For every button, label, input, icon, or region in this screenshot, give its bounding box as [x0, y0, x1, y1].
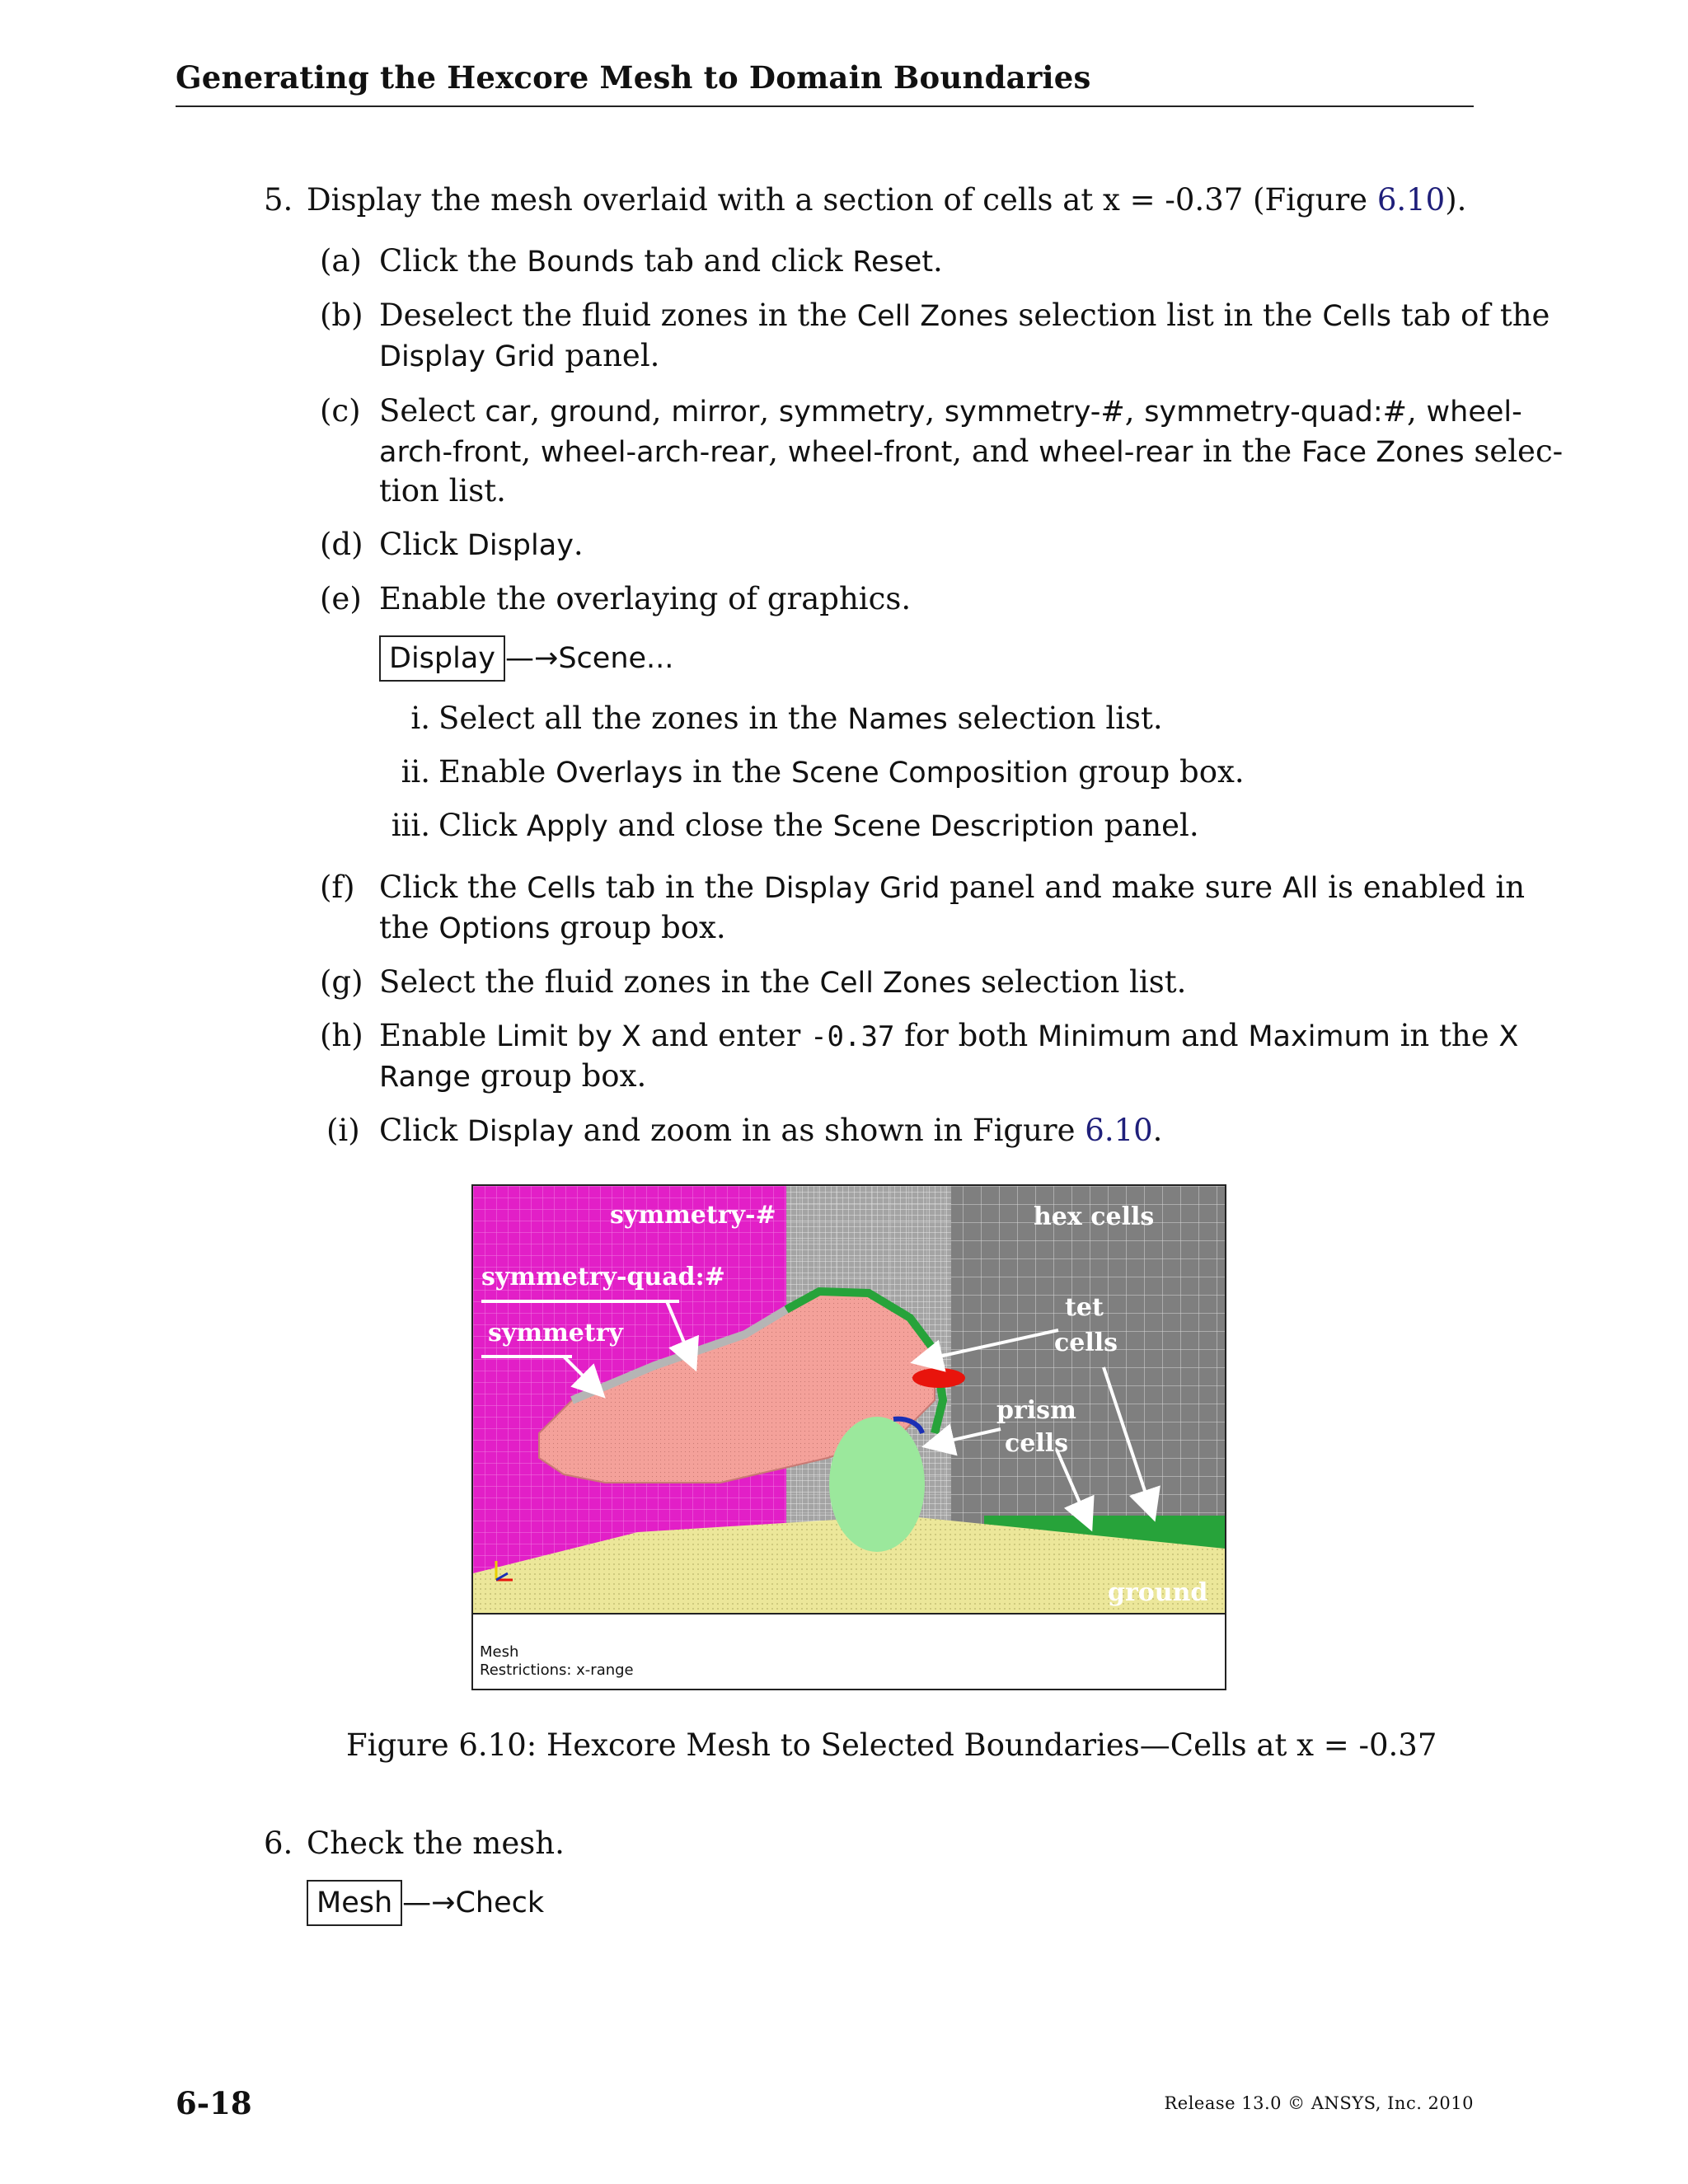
item-e-text: Enable the overlaying of graphics. [379, 581, 912, 616]
mesh-menu-button[interactable]: Mesh [307, 1880, 402, 1926]
step-5-number: 5. [264, 182, 293, 218]
item-f-text-line1: Click the Cells tab in the Display Grid panel and make sure All is enabled in [379, 869, 1526, 905]
sub-i-text: Select all the zones in the Names selection list. [438, 701, 1163, 736]
menu-arrow: —→ [505, 642, 559, 675]
step-6-text: Check the mesh. [307, 1825, 565, 1861]
menu-path-display-scene [379, 635, 673, 682]
item-f-text-line2: the Options group box. [379, 910, 726, 945]
item-a-label: (a) [320, 243, 362, 279]
page-number: 6-18 [176, 2085, 252, 2121]
mirror-shape [912, 1368, 965, 1388]
item-h-text-line2: Range group box. [379, 1058, 647, 1094]
label-ground: ground [1108, 1578, 1208, 1607]
check-menu-item[interactable]: Check [455, 1886, 545, 1919]
item-f-label: (f) [320, 869, 355, 905]
label-hex-cells: hex cells [1034, 1202, 1155, 1231]
label-symmetry-quad: symmetry-quad:# [481, 1263, 725, 1291]
item-d-text: Click Display. [379, 527, 584, 562]
item-i-text: Click Display and zoom in as shown in Figure 6.10. [379, 1113, 1163, 1148]
item-c-text-line3: tion list. [379, 473, 506, 509]
item-c-text-line1: Select car, ground, mirror, symmetry, symmetry-#, symmetry-quad:#, wheel- [379, 393, 1522, 429]
step-5-text: Display the mesh overlaid with a section of cells at x = -0.37 (Figure 6.10). [307, 182, 1467, 218]
wheel-front-shape [829, 1417, 925, 1552]
mesh-figure [471, 1184, 1226, 1690]
sub-ii-label: ii. [401, 754, 430, 790]
scene-menu-item[interactable]: Scene... [558, 642, 674, 675]
menu-arrow: —→ [402, 1886, 456, 1919]
item-d-label: (d) [320, 527, 363, 562]
sub-iii-text: Click Apply and close the Scene Description panel. [438, 808, 1199, 843]
label-prism-cells: cells [1005, 1429, 1069, 1458]
display-menu-button[interactable]: Display [379, 635, 505, 682]
label-symmetry-hash: symmetry-# [610, 1201, 776, 1230]
item-g-label: (g) [320, 964, 363, 1000]
release-note: Release 13.0 © ANSYS, Inc. 2010 [1164, 2093, 1474, 2113]
menu-path-mesh-check [307, 1880, 544, 1926]
label-prism: prism [996, 1396, 1076, 1425]
label-tet-cells: cells [1054, 1329, 1118, 1357]
item-c-text-line2: arch-front, wheel-arch-rear, wheel-front, and wheel-rear in the Face Zones selec- [379, 434, 1564, 469]
sub-i-label: i. [410, 701, 430, 736]
figure-link[interactable]: 6.10 [1376, 182, 1446, 218]
label-symmetry: symmetry [488, 1319, 623, 1347]
item-c-label: (c) [320, 393, 361, 429]
running-head: Generating the Hexcore Mesh to Domain Boundaries [176, 59, 1091, 96]
item-b-label: (b) [320, 298, 363, 333]
step-6-number: 6. [264, 1825, 293, 1861]
sub-iii-label: iii. [391, 808, 430, 843]
sub-ii-text: Enable Overlays in the Scene Composition group box. [438, 754, 1245, 790]
figure-meta: Mesh Restrictions: x-range [480, 1643, 634, 1679]
item-a-text: Click the Bounds tab and click Reset. [379, 243, 943, 279]
item-b-text-line1: Deselect the fluid zones in the Cell Zones selection list in the Cells tab of the [379, 298, 1550, 333]
item-h-label: (h) [320, 1018, 363, 1053]
figure-caption: Figure 6.10: Hexcore Mesh to Selected Boundaries—Cells at x = -0.37 [346, 1727, 1437, 1763]
header-rule [176, 105, 1474, 107]
item-i-label: (i) [326, 1113, 360, 1148]
item-h-text-line1: Enable Limit by X and enter -0.37 for both Minimum and Maximum in the X [379, 1018, 1519, 1053]
figure-link-2[interactable]: 6.10 [1085, 1113, 1153, 1148]
label-tet: tet [1065, 1293, 1104, 1322]
item-g-text: Select the fluid zones in the Cell Zones selection list. [379, 964, 1187, 1000]
item-b-text-line2: Display Grid panel. [379, 338, 660, 373]
mesh-graphic [473, 1186, 1225, 1615]
item-e-label: (e) [320, 581, 362, 616]
